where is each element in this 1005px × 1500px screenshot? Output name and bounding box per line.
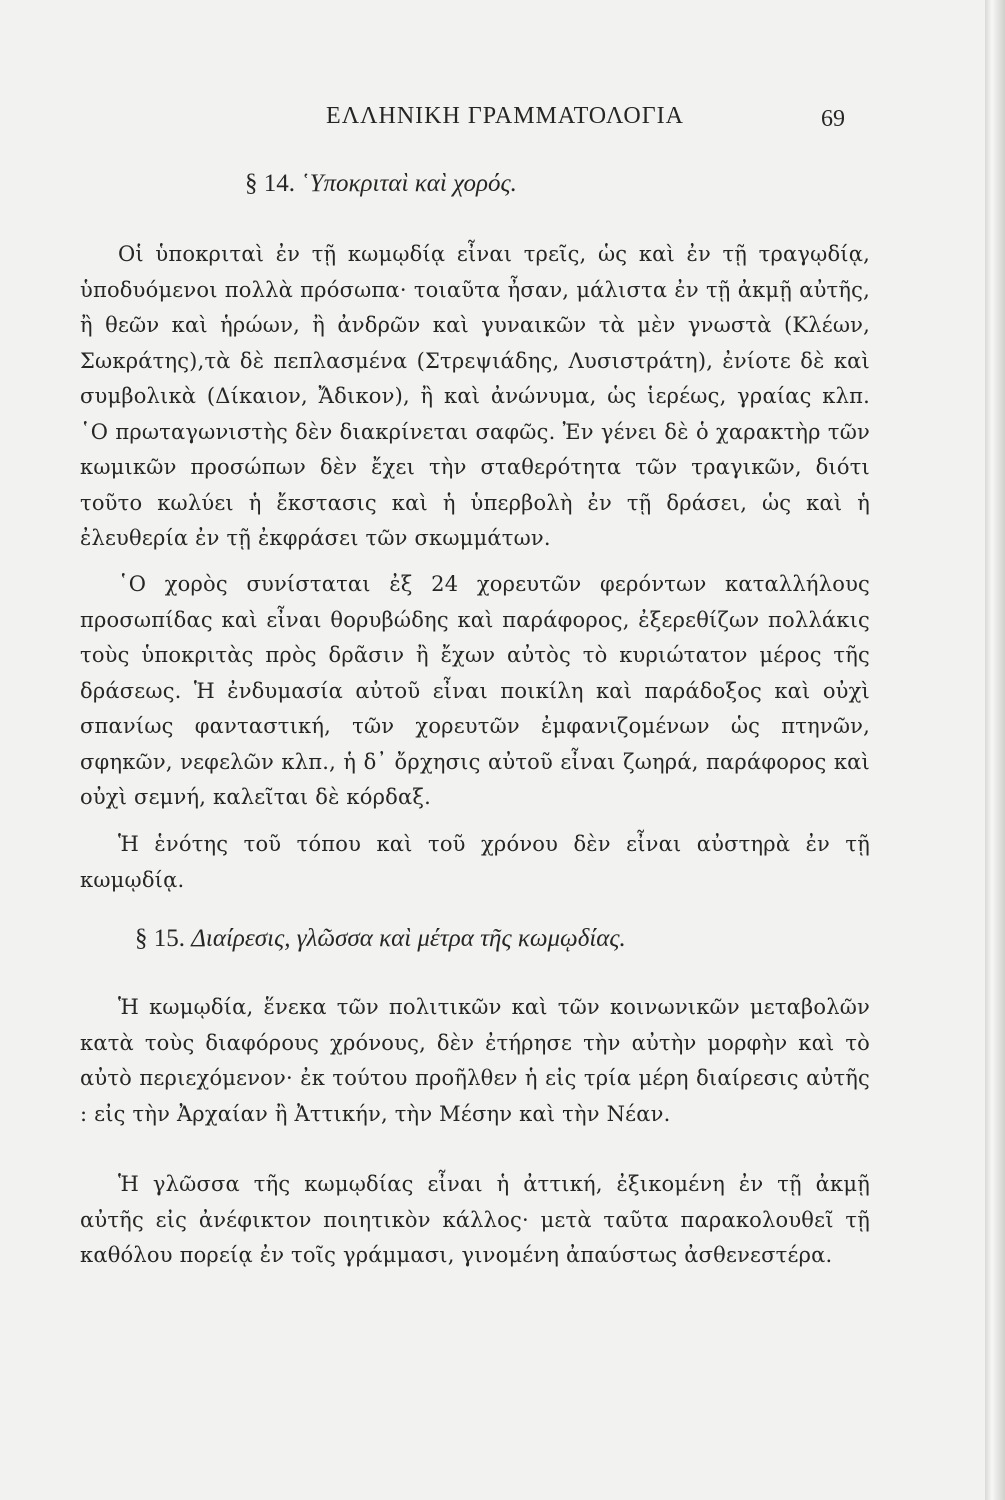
paragraph-text: ῾Ο χορὸς συνίσταται ἐξ 24 χορευτῶν φερόντων καταλλήλους προσωπίδας καὶ εἶναι θορυβώδης καὶ παράφορος, ἐξερεθίζων πολλάκις τοὺς ὑποκριτὰς πρὸς δρᾶσιν ἢ ἔχων αὐτὸς τὸ κυριώτατον μέρος τῆς δράσεως. Ἡ ἐνδυμασία αὐτοῦ εἶναι ποικίλη καὶ παράδοξος καὶ οὐχὶ σπανίως φανταστική, τῶν χορευτῶν ἐμφανιζομένων ὡς πτηνῶν, σφηκῶν, νεφελῶν κλπ., ἡ δ᾽ ὄρχησις αὐτοῦ εἶναι ζωηρά, παράφορος καὶ οὐχὶ σεμνή, καλεῖται δὲ κόρδαξ. [80, 572, 870, 809]
paragraph [80, 237, 870, 557]
paragraph [80, 827, 870, 898]
paragraph-text: Ἡ γλῶσσα τῆς κωμῳδίας εἶναι ἡ ἀττική, ἐξικομένη ἐν τῇ ἀκμῇ αὐτῆς εἰς ἀνέφικτον ποιητικὸν κάλλος· μετὰ ταῦτα παρακολουθεῖ τῇ καθόλου πορείᾳ ἐν τοῖς γράμμασι, γινομένη ἀπαύστως ἀσθενεστέρα. [80, 1172, 870, 1267]
section-15-number: § 15. [135, 925, 185, 952]
section-14-title: ῾Υποκριταὶ καὶ χορός. [301, 170, 517, 197]
paragraph-text: Οἱ ὑποκριταὶ ἐν τῇ κωμῳδίᾳ εἶναι τρεῖς, ὡς καὶ ἐν τῇ τραγῳδίᾳ, ὑποδυόμενοι πολλὰ πρόσωπα· τοιαῦτα ἦσαν, μάλιστα ἐν τῇ ἀκμῇ αὐτῆς, ἢ θεῶν καὶ ἡρώων, ἢ ἀνδρῶν καὶ γυναικῶν τὰ μὲν γνωστὰ (Κλέων, Σωκράτης),τὰ δὲ πεπλασμένα (Στρεψιάδης, Λυσιστράτη), ἐνίοτε δὲ καὶ συμβολικὰ (Δίκαιον, Ἄδικον), ἢ καὶ ἀνώνυμα, ὡς ἱερέως, γραίας κλπ. ῾Ο πρωταγωνιστὴς δὲν διακρίνεται σαφῶς. Ἐν γένει δὲ ὁ χαρακτὴρ τῶν κωμικῶν προσώπων δὲν ἔχει τὴν σταθερότητα τῶν τραγικῶν, διότι τοῦτο κωλύει ἡ ἔκστασις καὶ ἡ ὑπερβολὴ ἐν τῇ δράσει, ὡς καὶ ἡ ἐλευθερία ἐν τῇ ἐκφράσει τῶν σκωμμάτων. [80, 242, 870, 550]
page-number: 69 [821, 106, 845, 132]
page-edge [985, 0, 1005, 1500]
running-header: ΕΛΛΗΝΙΚΗ ΓΡΑΜΜΑΤΟΛΟΓΙΑ [326, 103, 684, 129]
paragraph [80, 1167, 870, 1274]
paragraph [80, 990, 870, 1132]
paragraph-text: Ἡ κωμῳδία, ἕνεκα τῶν πολιτικῶν καὶ τῶν κοινωνικῶν μεταβολῶν κατὰ τοὺς διαφόρους χρόνους, δὲν ἐτήρησε τὴν αὐτὴν μορφὴν καὶ τὸ αὐτὸ περιεχόμενον· ἐκ τούτου προῆλθεν ἡ εἰς τρία μέρη διαίρεσις αὐτῆς : εἰς τὴν Ἀρχαίαν ἢ Ἀττικήν, τὴν Μέσην καὶ τὴν Νέαν. [80, 995, 870, 1126]
section-14-number: § 14. [245, 170, 295, 197]
paragraph [80, 567, 870, 816]
section-15-title: Διαίρεσις, γλῶσσα καὶ μέτρα τῆς κωμῳδίας. [191, 925, 626, 952]
paragraph-text: Ἡ ἑνότης τοῦ τόπου καὶ τοῦ χρόνου δὲν εἶναι αὐστηρὰ ἐν τῇ κωμῳδίᾳ. [80, 832, 870, 892]
section-15-heading [135, 925, 626, 953]
section-14-heading [245, 170, 517, 198]
